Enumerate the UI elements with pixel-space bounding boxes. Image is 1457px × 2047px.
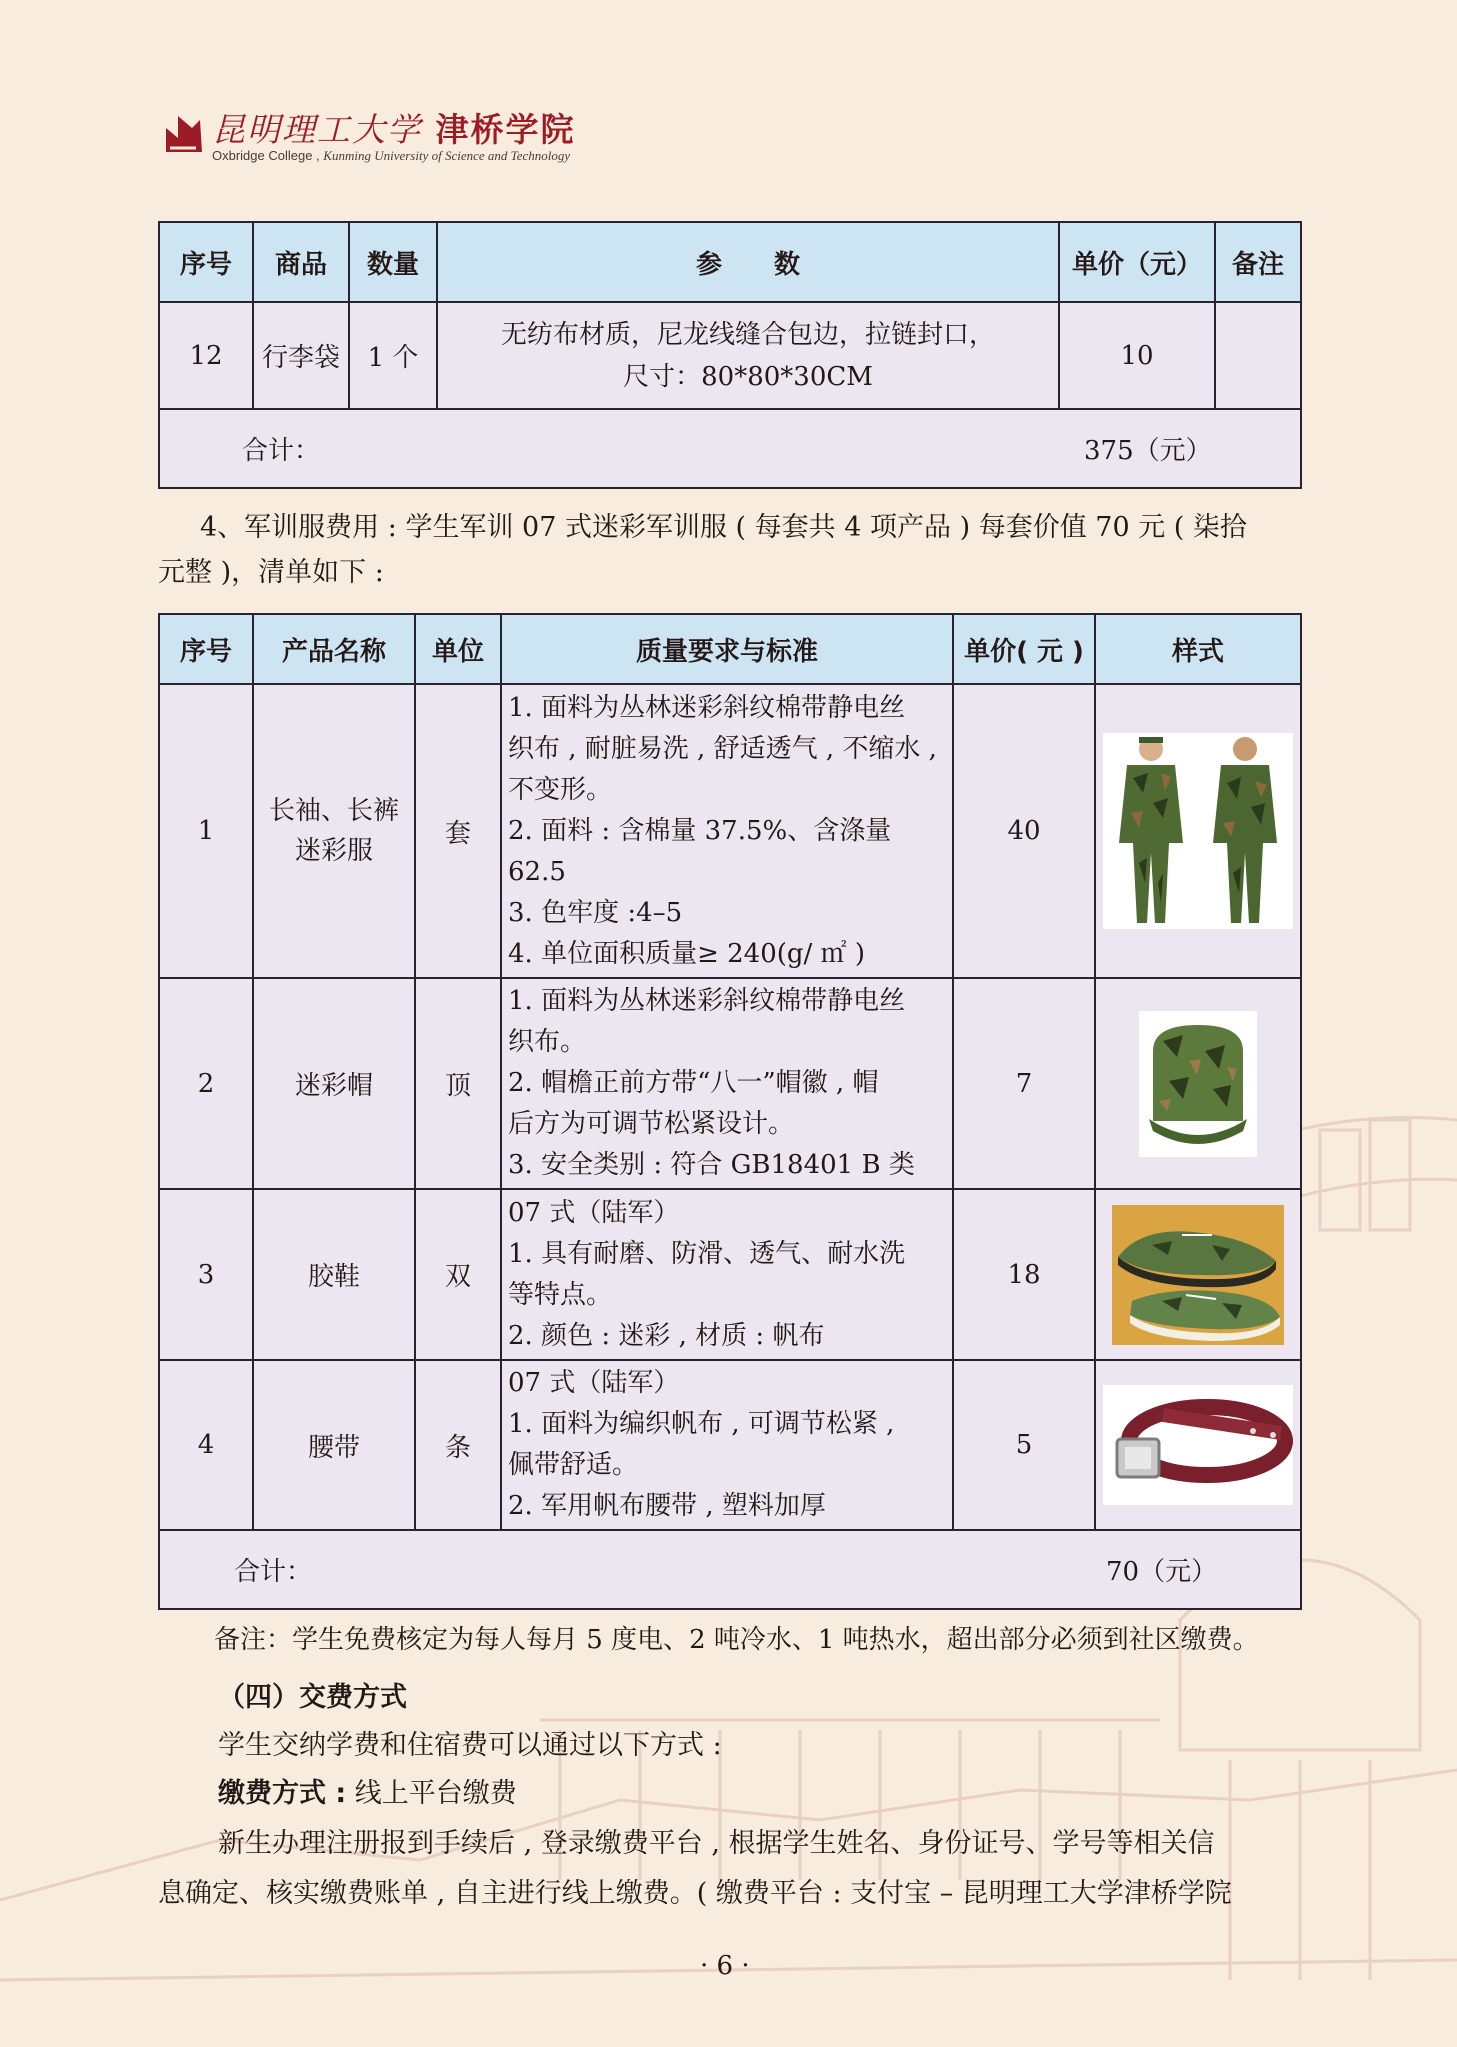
table-row [159,1360,1301,1530]
row-item: 行李袋 [253,302,349,409]
quality-line: 不变形。 [508,774,613,805]
quality-line: 07 式（陆军） [508,1368,680,1398]
row-style [1095,1360,1301,1530]
quality-line: 织布 , 耐脏易洗 , 舒适透气 , 不缩水 , [508,733,937,764]
quality-line: 62.5 [508,856,566,887]
logo-subtitle: Oxbridge College , Kunming University of Science and Technology [212,148,571,163]
col-header-quality: 质量要求与标准 [501,614,953,684]
row-no: 1 [159,684,253,978]
row-unit: 双 [415,1189,501,1360]
col-header-price: 单价( 元 ) [953,614,1095,684]
table-header-row [159,222,1301,302]
total-row [159,1530,1301,1609]
row-no: 12 [159,302,253,409]
military-uniform-intro: 4、军训服费用 : 学生军训 07 式迷彩军训服 ( 每套共 4 项产品 ) 每套价值 70 元 ( 柒拾 [200,512,1247,543]
params-line: 尺寸：80*80*30CM [623,361,873,392]
total-value: 375（元） [1084,436,1212,466]
quality-line: 4. 单位面积质量≥ 240(g/ ㎡ ) [508,938,865,969]
quality-line: 1. 面料为丛林迷彩斜纹棉带静电丝 [508,986,906,1016]
quality-line: 1. 具有耐磨、防滑、透气、耐水洗 [508,1238,906,1269]
row-quality [501,684,953,978]
row-style [1095,684,1301,978]
quality-line: 佩带舒适。 [508,1450,639,1480]
product-name-line: 长袖、长裤 [268,796,399,826]
total-row [159,409,1301,488]
college-emblem-icon [160,108,208,160]
utilities-note: 备注：学生免费核定为每人每月 5 度电、2 吨冷水、1 吨热水，超出部分必须到社区缴费。 [214,1625,1259,1655]
row-quality [501,978,953,1189]
table-row [159,302,1301,409]
row-price: 10 [1059,302,1215,409]
row-product-name: 腰带 [253,1360,415,1530]
quality-line: 后方为可调节松紧设计。 [508,1109,795,1139]
page-number: · 6 · [700,1951,750,1981]
total-label: 合计： [242,436,321,466]
row-unit: 顶 [415,978,501,1189]
row-price: 40 [953,684,1095,978]
col-header-no: 序号 [159,614,253,684]
row-unit: 条 [415,1360,501,1530]
payment-method-value: 线上平台缴费 [346,1778,517,1809]
supplies-table-continued [158,221,1302,489]
row-style [1095,1189,1301,1360]
row-price: 18 [953,1189,1095,1360]
total-value: 70（元） [1106,1557,1218,1587]
payment-intro: 学生交纳学费和住宿费可以通过以下方式 : [218,1730,722,1761]
col-header-product: 产品名称 [253,614,415,684]
params-line: 无纺布材质，尼龙线缝合包边，拉链封口， [500,319,995,350]
row-quality [501,1360,953,1530]
rubber-shoes-photo-icon [1112,1205,1284,1345]
quality-line: 3. 安全类别 : 符合 GB18401 B 类 [508,1150,915,1180]
payment-description-cont: 息确定、核实缴费账单 , 自主进行线上缴费。( 缴费平台 : 支付宝 – 昆明理工大学津桥学院 [158,1878,1232,1909]
col-header-unit: 单位 [415,614,501,684]
col-header-style: 样式 [1095,614,1301,684]
col-header-qty: 数量 [349,222,437,302]
payment-method [218,1772,517,1816]
section-title: （四）交费方式 [218,1682,407,1713]
row-price: 5 [953,1360,1095,1530]
military-uniform-intro-cont: 元整 )，清单如下 : [158,557,384,588]
table-row [159,1189,1301,1360]
quality-line: 2. 军用帆布腰带 , 塑料加厚 [508,1491,826,1521]
row-no: 4 [159,1360,253,1530]
row-price: 7 [953,978,1095,1189]
quality-line: 2. 面料 : 含棉量 37.5%、含涤量 [508,815,892,846]
row-params [437,302,1059,409]
row-product-name: 胶鞋 [253,1189,415,1360]
table-header-row [159,614,1301,684]
col-header-item: 商品 [253,222,349,302]
uniform-table [158,613,1302,1610]
row-no: 2 [159,978,253,1189]
payment-description: 新生办理注册报到手续后 , 登录缴费平台 , 根据学生姓名、身份证号、学号等相关信 [218,1828,1215,1859]
row-style [1095,978,1301,1189]
col-header-no: 序号 [159,222,253,302]
quality-line: 07 式（陆军） [508,1197,680,1228]
quality-line: 1. 面料为丛林迷彩斜纹棉带静电丝 [508,692,906,723]
row-quality [501,1189,953,1360]
col-header-note: 备注 [1215,222,1301,302]
quality-line: 2. 颜色 : 迷彩 , 材质 : 帆布 [508,1320,825,1351]
belt-photo-icon [1103,1385,1293,1505]
camouflage-uniform-photo-icon [1103,733,1293,929]
table-row [159,684,1301,978]
col-header-params: 参 数 [437,222,1059,302]
logo-title: 昆明理工大学 津桥学院 [212,110,576,149]
product-name-line: 迷彩服 [294,836,373,866]
camouflage-cap-photo-icon [1139,1011,1257,1157]
row-qty: 1 个 [349,302,437,409]
payment-method-label: 缴费方式 : [218,1778,347,1809]
quality-line: 等特点。 [508,1279,613,1310]
row-note [1215,302,1301,409]
col-header-price: 单价（元） [1059,222,1215,302]
row-product-name: 迷彩帽 [253,978,415,1189]
quality-line: 2. 帽檐正前方带“八一”帽徽 , 帽 [508,1068,879,1098]
row-product-name [253,684,415,978]
college-logo [160,104,580,174]
row-unit: 套 [415,684,501,978]
quality-line: 3. 色牢度 :4–5 [508,897,683,928]
row-no: 3 [159,1189,253,1360]
quality-line: 1. 面料为编织帆布 , 可调节松紧 , [508,1409,895,1439]
quality-line: 织布。 [508,1027,587,1057]
total-label: 合计： [234,1557,313,1587]
table-row [159,978,1301,1189]
